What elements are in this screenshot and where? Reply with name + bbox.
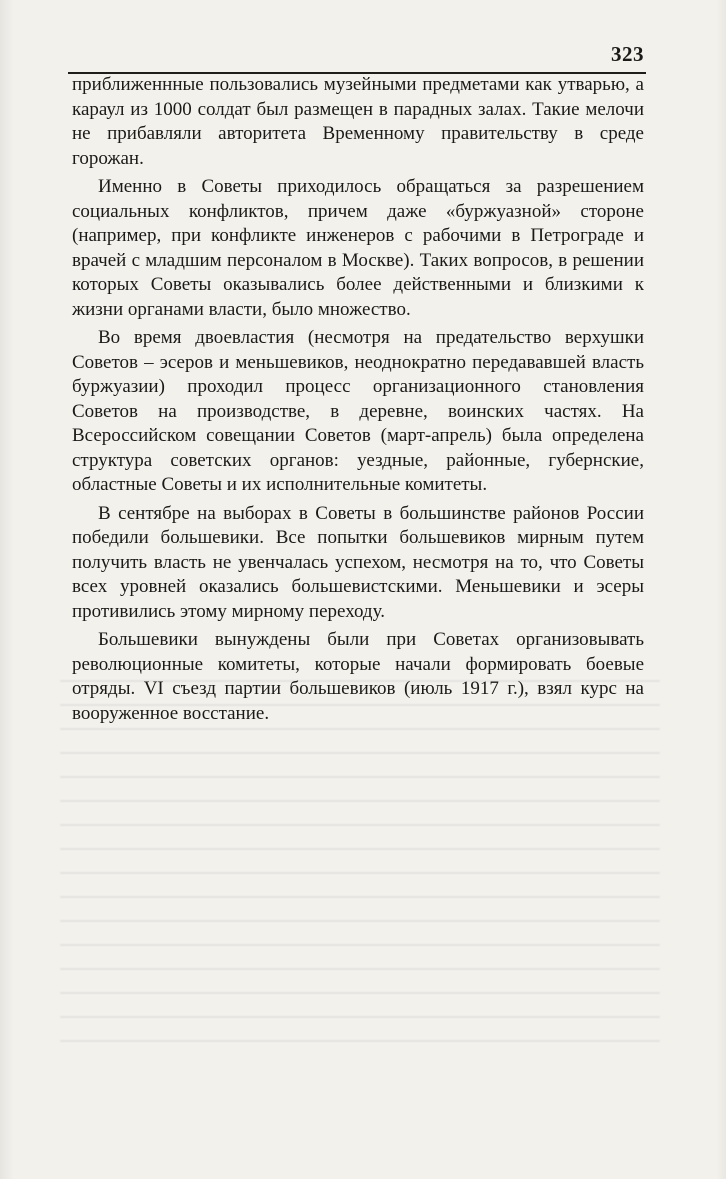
paragraph-5: Большевики вынуждены были при Советах организовывать революционные комитеты, которые начали формировать боевые отряды. VI съезд партии большевиков (июль 1917 г.), взял курс на вооруженное восстание.: [72, 629, 644, 724]
paragraph-2: Именно в Советы приходилось обращаться за разрешением социальных конфликтов, причем даже «буржуазной» стороне (например, при конфликте инженеров с рабочими в Петрограде и врачей с младшим персоналом в Москве). Таких вопросов, в решении которых Советы оказывались более действенными и близкими к жизни органами власти, было множество.: [72, 176, 644, 320]
body-text: [72, 73, 644, 730]
paragraph-4: В сентябре на выборах в Советы в большинстве районов России победили большевики. Все попытки большевиков мирным путем получить власть не увенчалась успехом, несмотря на то, что Советы всех уровней оказались большевистскими. Меньшевики и эсеры противились этому мирному переходу.: [72, 502, 644, 622]
paragraph-1: приближеннные пользовались музейными предметами как утварью, а караул из 1000 солдат был размещен в парадных залах. Такие мелочи не прибавляли авторитета Временному правительству в среде горожан.: [72, 74, 644, 169]
paragraph-3: Во время двоевластия (несмотря на предательство верхушки Советов – эсеров и меньшевиков, неоднократно передававшей власть буржуазии) проходил процесс организационного становления Советов на производстве, в деревне, воинских частях. На Всероссийском совещании Советов (март-апрель) была определена структура советских органов: уездные, районные, губернские, областные Советы и их исполнительные комитеты.: [72, 327, 644, 495]
page-number: 323: [611, 42, 644, 66]
show-through-texture: [60, 680, 660, 1100]
